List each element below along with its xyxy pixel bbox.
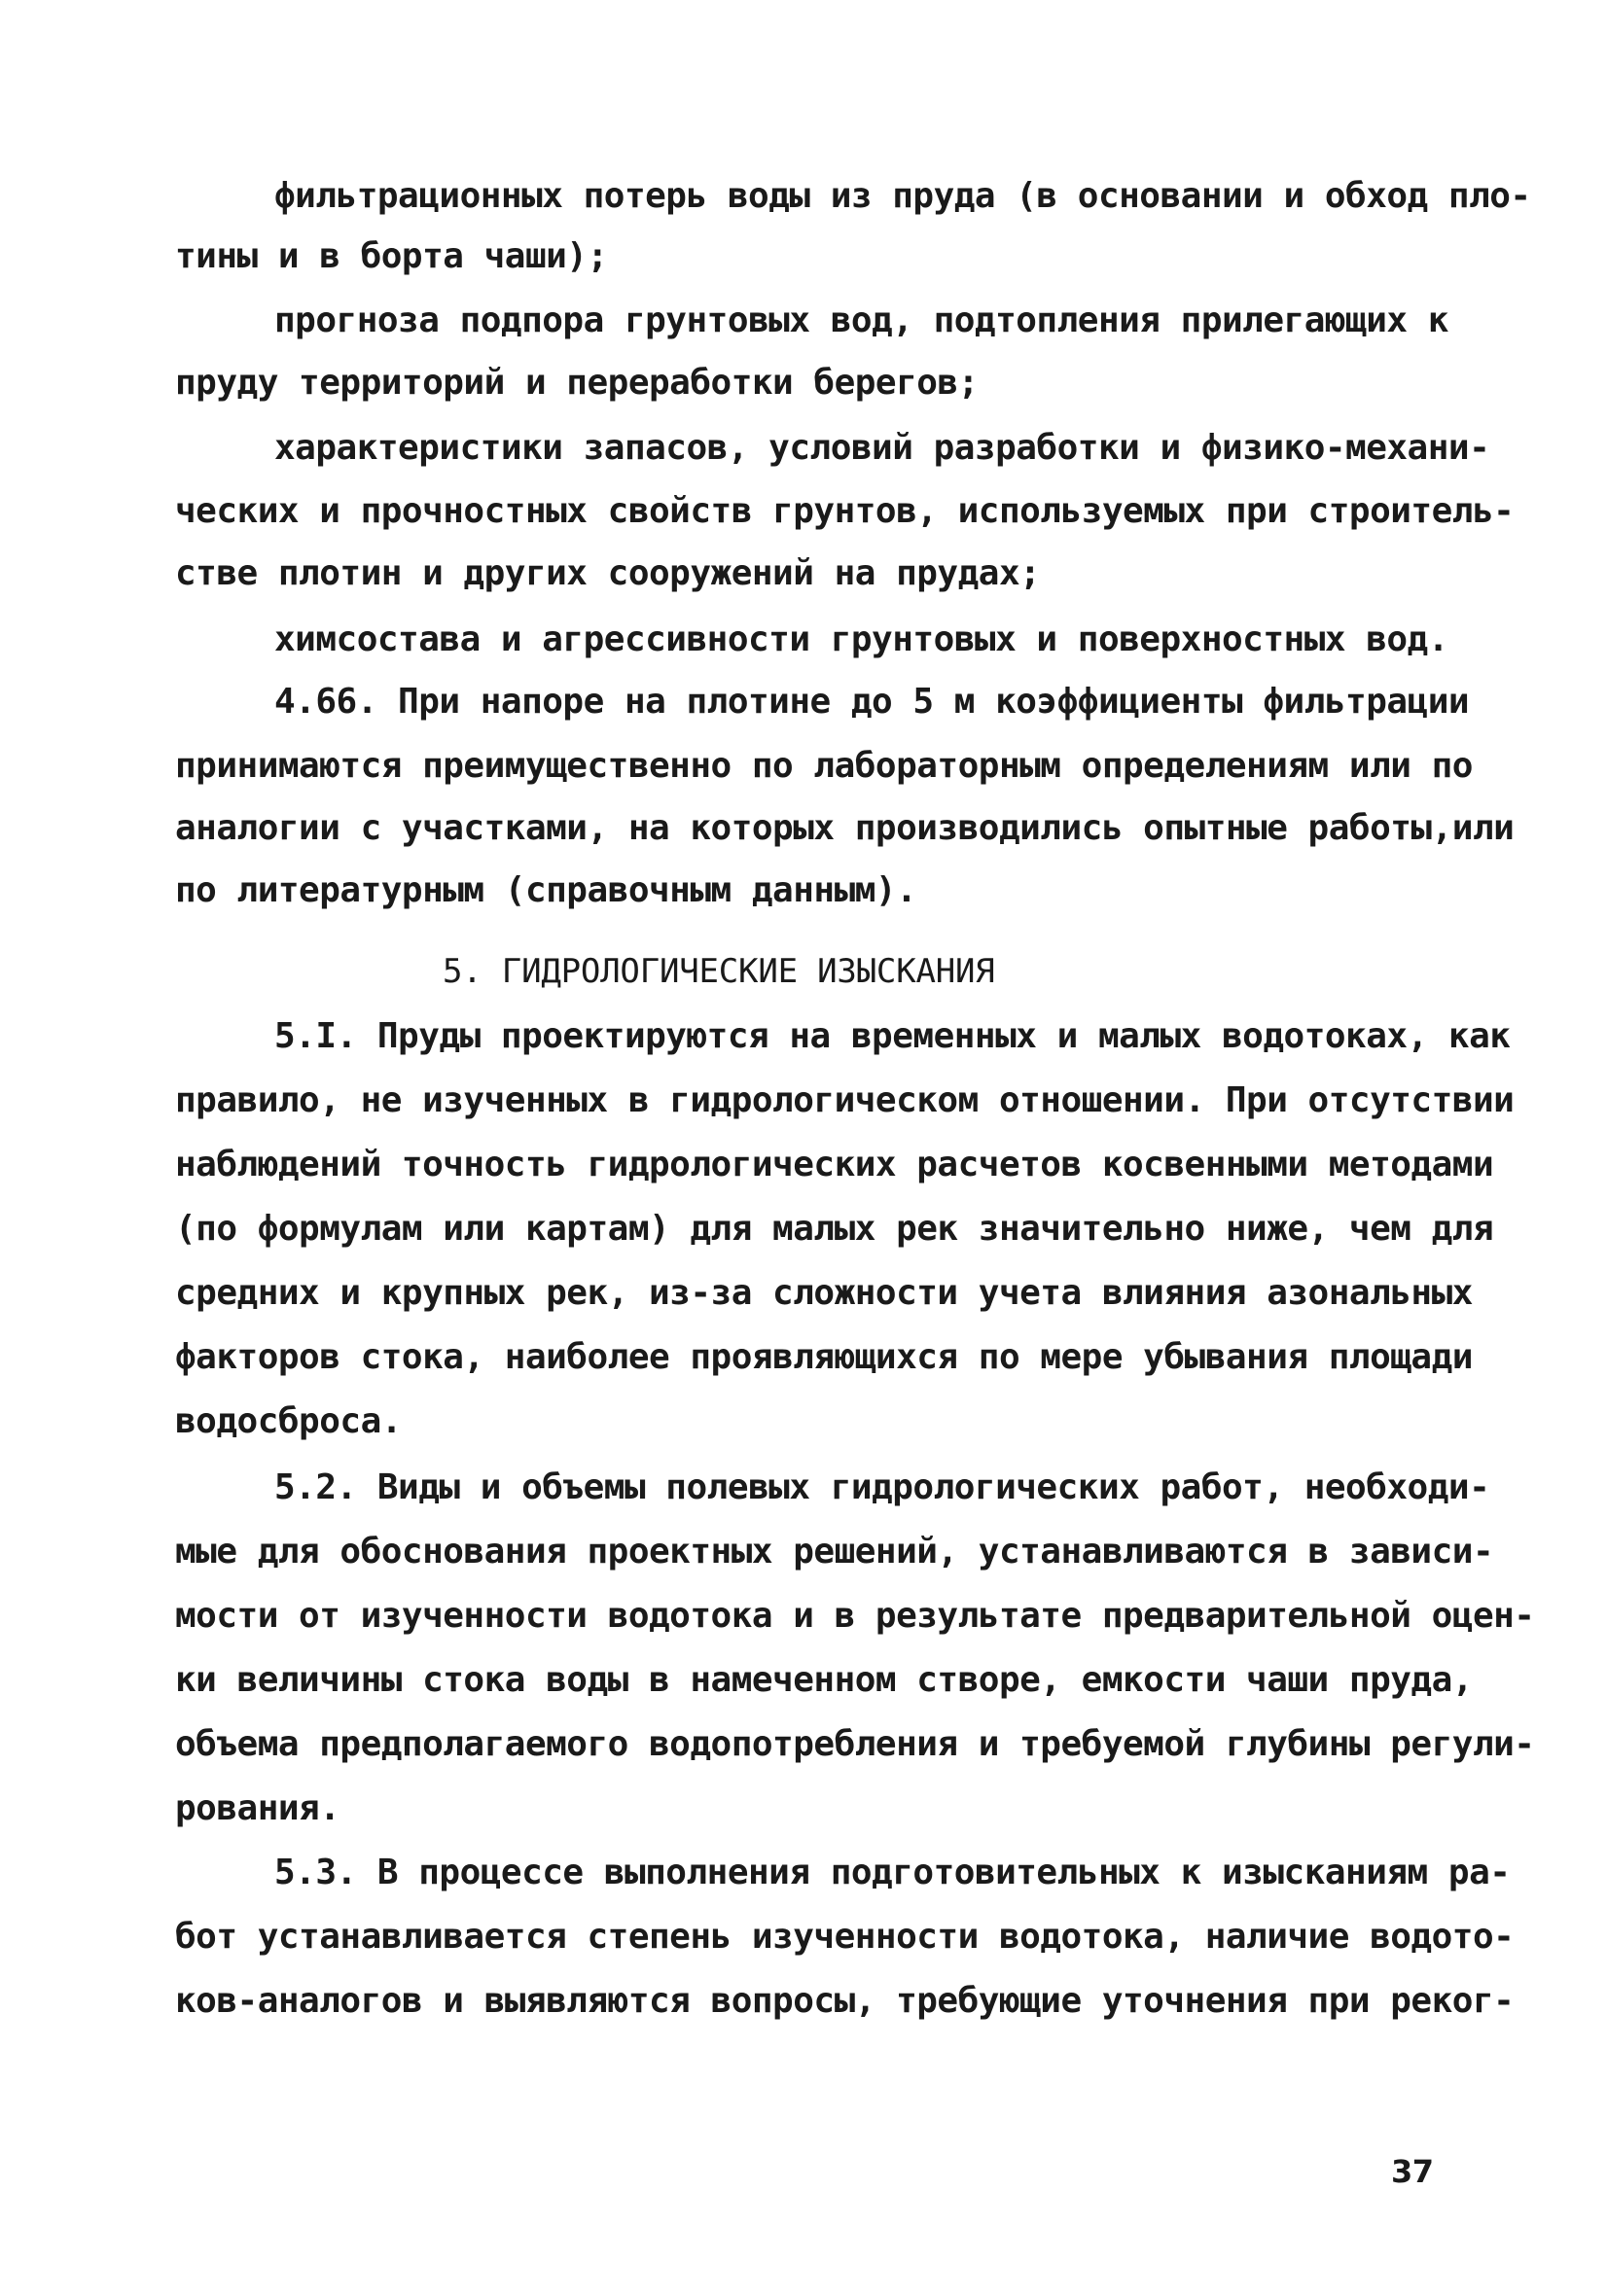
text-line: 4.66. При напоре на плотине до 5 м коэффициенты фильтрации — [274, 682, 1470, 722]
text-line: 5.2. Виды и объемы полевых гидрологических работ, необходи- — [274, 1467, 1490, 1507]
text-line: ческих и прочностных свойств грунтов, используемых при строитель- — [175, 491, 1515, 531]
text-line: аналогии с участками, на которых производились опытные работы,или — [175, 808, 1515, 848]
text-line: химсостава и агрессивности грунтовых и поверхностных вод. — [274, 619, 1448, 659]
text-line: ки величины стока воды в намеченном створе, емкости чаши пруда, — [175, 1660, 1473, 1700]
text-line: фильтрационных потерь воды из пруда (в основании и обход пло- — [274, 176, 1531, 216]
text-line: стве плотин и других сооружений на прудах; — [175, 553, 1041, 593]
text-line: наблюдений точность гидрологических расчетов косвенными методами — [175, 1145, 1494, 1184]
text-line: тины и в борта чаши); — [175, 236, 608, 276]
text-line: прогноза подпора грунтовых вод, подтопления прилегающих к — [274, 300, 1448, 340]
text-line: принимаются преимущественно по лабораторным определениям или по — [175, 746, 1473, 786]
text-line: факторов стока, наиболее проявляющихся по мере убывания площади — [175, 1337, 1473, 1377]
text-line: средних и крупных рек, из-за сложности учета влияния азональных — [175, 1273, 1473, 1313]
page-number: 37 — [1391, 2153, 1434, 2190]
text-line: объема предполагаемого водопотребления и требуемой глубины регули- — [175, 1724, 1535, 1764]
text-line: мости от изученности водотока и в результате предварительной оцен- — [175, 1596, 1535, 1636]
text-line: 5.3. В процессе выполнения подготовительных к изысканиям ра- — [274, 1853, 1511, 1892]
text-line: пруду территорий и переработки берегов; — [175, 363, 979, 403]
text-line: по литературным (справочным данным). — [175, 870, 917, 910]
text-line: (по формулам или картам) для малых рек значительно ниже, чем для — [175, 1209, 1494, 1249]
text-line: рования. — [175, 1788, 340, 1828]
text-line: характеристики запасов, условий разработки и физико-механи- — [274, 428, 1490, 468]
text-line: мые для обоснования проектных решений, устанавливаются в зависи- — [175, 1532, 1494, 1572]
section-heading: 5. ГИДРОЛОГИЧЕСКИЕ ИЗЫСКАНИЯ — [443, 952, 995, 991]
text-line: водосброса. — [175, 1401, 402, 1441]
text-line: бот устанавливается степень изученности водотока, наличие водото- — [175, 1917, 1515, 1957]
text-line: ков-аналогов и выявляются вопросы, требующие уточнения при реког- — [175, 1981, 1515, 2021]
text-line: 5.I. Пруды проектируются на временных и малых водотоках, как — [274, 1016, 1511, 1056]
text-line: правило, не изученных в гидрологическом отношении. При отсутствии — [175, 1080, 1515, 1120]
